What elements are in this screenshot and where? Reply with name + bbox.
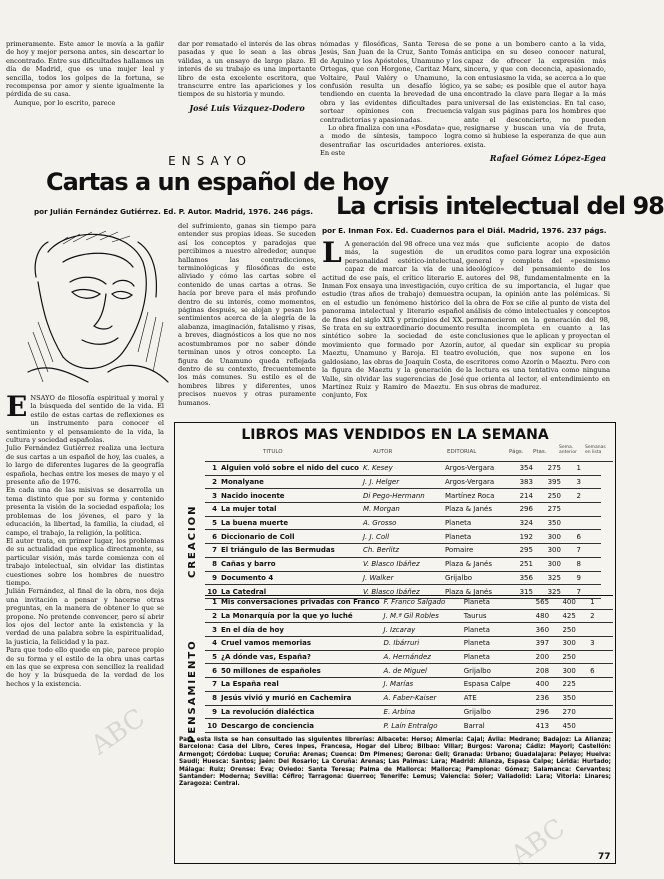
bestseller-pages: 383 <box>507 475 535 489</box>
bestseller-publisher: Plaza & Janés <box>443 557 507 571</box>
bestseller-rank: 10 <box>205 719 219 733</box>
top-col-2-text: dar por rematado el interés de las obras pasadas y que lo sean a las obras válidas, a un ensayo de largo plazo. El interés de su trabajo es una importante libro de esta excelente escritora, que transcurre entre las apariciones y los tiempos de su historia y mundo. <box>178 40 316 99</box>
bestseller-prev-week <box>578 678 597 692</box>
bestseller-weeks <box>597 691 613 705</box>
article-1-byline: por Julián Fernández Gutiérrez. Ed. P. Autor. Madrid, 1976. 246 págs. <box>34 207 314 216</box>
bestseller-publisher: Planeta <box>462 623 525 637</box>
article-1-body: NSAYO de filosofía espiritual y moral y la búsqueda del sentido de la vida. El estilo de estas cartas de reflexiones es un instrumento para conocer el sentimiento y el pensamiento de la vida, la cultura y sociedad españolas. Julio Fernández Gutiérrez realiza una lectura de sus cartas a un español de hoy, las cuales, a lo largo de diferentes lugares de la geografía española, hechas entre los meses de mayo y el presente año de 1976. En cada una de las misivas se desarrolla un tema distinto que por su forma y contenido presenta la visión de la sociedad española; los problemas de los jóvenes, el paro y la educación, la libertad, la familia, la ciudad, el campo, el trabajo, la religión, la política. El autor trata, en primer lugar, los problemas de su actualidad que explica directamente, su particular visión, más tarde comienza con el trabajo intelectual, sin olvidar las distintas cuestiones sobre los hombres de nuestro tiempo. Julián Fernández, al final de la obra, nos deja una invitación a pensar y hacerse otras preguntas, en la manera de obtener lo que se propone. No pretende convencer, pero sí abrir los ojos del lector ante la existencia y la verdad de una palabra sobre la espiritualidad, la justicia, la felicidad y la paz. Para que todo ello quede en pie, parece propio de su forma y el estilo de la obra unas cartas en las que se expresa con sencillez la realidad de hoy y la búsqueda de la verdad de los hechos y la existencia. <box>6 394 164 688</box>
bestseller-rank: 6 <box>205 664 219 678</box>
article-2-drop-cap: L <box>322 236 342 269</box>
bestseller-row <box>205 544 601 558</box>
bestseller-rank: 1 <box>205 462 219 475</box>
bestseller-rank: 4 <box>205 503 219 517</box>
bestsellers-title: LIBROS MAS VENDIDOS EN LA SEMANA <box>241 427 549 443</box>
bestseller-pages: 200 <box>524 650 551 664</box>
bestseller-weeks <box>583 530 601 544</box>
bestseller-author: A. Hernández <box>382 650 462 664</box>
bestseller-price: 250 <box>535 489 563 503</box>
bestseller-price: 275 <box>535 503 563 517</box>
header-title: TITULO <box>263 449 283 455</box>
bestseller-author: J. J. Coll <box>361 530 443 544</box>
bestseller-author: F. Franco Salgado <box>382 596 462 609</box>
bestseller-publisher: Grijalbo <box>462 705 525 719</box>
top-col-1 <box>6 40 164 146</box>
bestseller-author: D. Ibárruri <box>382 637 462 651</box>
bestseller-rank: 4 <box>205 637 219 651</box>
header-prev: Sema. anterior <box>559 445 577 455</box>
bestseller-price: 250 <box>551 623 578 637</box>
bestseller-price: 350 <box>535 516 563 530</box>
bestseller-row <box>205 691 613 705</box>
top-col-2 <box>178 40 316 160</box>
bestseller-rank: 8 <box>205 557 219 571</box>
bestseller-author: Di Pego-Hermann <box>361 489 443 503</box>
bestseller-publisher: Espasa Calpe <box>462 678 525 692</box>
bestseller-weeks <box>597 719 613 733</box>
bestsellers-group-2 <box>205 595 613 733</box>
article-2-col-2 <box>466 240 610 416</box>
bestseller-title: La revolución dialéctica <box>219 705 382 719</box>
bestseller-weeks <box>597 637 613 651</box>
bestseller-price: 350 <box>551 691 578 705</box>
bestseller-pages: 480 <box>524 609 551 623</box>
bestseller-pages: 356 <box>507 571 535 585</box>
bestsellers-box <box>174 422 616 864</box>
bestseller-row <box>205 719 613 733</box>
bestseller-publisher: ATE <box>462 691 525 705</box>
bestseller-publisher: Planeta <box>462 637 525 651</box>
group-label-creacion: CREACION <box>187 504 198 578</box>
bestseller-pages: 354 <box>507 462 535 475</box>
bestseller-title: Cañas y barro <box>219 557 361 571</box>
bestseller-publisher: Grijalbo <box>462 664 525 678</box>
bestseller-author: M. Morgan <box>361 503 443 517</box>
article-1-title-wrap <box>46 168 389 202</box>
bestseller-publisher: Argos-Vergara <box>443 475 507 489</box>
bestseller-weeks <box>597 596 613 609</box>
bestseller-row <box>205 557 601 571</box>
bestseller-pages: 324 <box>507 516 535 530</box>
bestseller-row <box>205 516 601 530</box>
bestseller-pages: 397 <box>524 637 551 651</box>
bestseller-prev-week <box>578 650 597 664</box>
bestseller-row <box>205 664 613 678</box>
bestseller-row <box>205 609 613 623</box>
bestseller-pages: 400 <box>524 678 551 692</box>
article-1-drop-cap: E <box>6 390 28 423</box>
bestseller-rank: 2 <box>205 609 219 623</box>
bestseller-author: J. M.ª Gil Robles <box>382 609 462 623</box>
bestseller-pages: 413 <box>524 719 551 733</box>
bestseller-author: J. Izcaray <box>382 623 462 637</box>
bestseller-author: P. Laín Entralgo <box>382 719 462 733</box>
bestseller-price: 300 <box>535 544 563 558</box>
bestseller-weeks <box>583 489 601 503</box>
bestseller-pages: 208 <box>524 664 551 678</box>
bestseller-price: 300 <box>535 557 563 571</box>
bestseller-author: V. Blasco Ibáñez <box>361 557 443 571</box>
bestseller-title: Monalyane <box>219 475 361 489</box>
bestseller-row <box>205 596 613 609</box>
bestseller-author: J. Marías <box>382 678 462 692</box>
bestseller-price: 400 <box>551 596 578 609</box>
bestseller-prev-week: 3 <box>563 475 583 489</box>
bestseller-title: En el día de hoy <box>219 623 382 637</box>
bestseller-price: 325 <box>535 585 563 599</box>
bestseller-author: J. J. Helger <box>361 475 443 489</box>
bestseller-pages: 360 <box>524 623 551 637</box>
top-col-1-text: primeramente. Este amor le movía a la gañir de hoy y mejor persona antes, sin descartar lo encontrado. Entre sus dificultades hallamos un día de Madrid, que es una mujer leal y sencilla, todos los golpes de la fortuna, se recompensa por amor y siente igualmente la pérdida de su casa. <box>6 40 164 99</box>
bestseller-rank: 9 <box>205 705 219 719</box>
bestseller-price: 450 <box>551 719 578 733</box>
bestseller-title: Descargo de conciencia <box>219 719 382 733</box>
bestseller-price: 425 <box>551 609 578 623</box>
bestseller-weeks <box>597 623 613 637</box>
top-col-3-text: nómadas y filosóficas, Santa Teresa de Jesús, San Juan de la Cruz, Santo Tomás de Aquino y los Apóstoles, Unamuno y los Ortegas, que con Horgone, Caritaz Marx, Voltaire, Paul Valéry o Unamuno, la confusión resulta un desafío lógico, tendiendo en cuenta la brevedad de una obra y las evidentes dificultades para sortear opiniones con frecuencia contradictorias y apasionadas. <box>320 40 462 124</box>
bestseller-rank: 5 <box>205 650 219 664</box>
bestseller-price: 225 <box>551 678 578 692</box>
bestseller-title: Documento 4 <box>219 571 361 585</box>
bestseller-pages: 214 <box>507 489 535 503</box>
bestseller-publisher: Argos-Vergara <box>443 462 507 475</box>
bestseller-title: Cruel vamos memorias <box>219 637 382 651</box>
article-2-col-2-text: más que suficiente acopio de datos eruditos como para lograr una exposición general y completa del «pesimismo ideológico» del pensamiento de los autores del 98, fundamentalmente en la crítica de su importancia, el lugar que ocupan, la opinión ante las polémicas. Si la obra de Fox se ciñe al punto de vista del análisis de cómo intelectuales y conceptos permanecieron en la generación del 98, resulta incompleta en cuanto a las conclusiones que le aplican y proyectan el autor, al quedar sin explicar su propia evolución, que nos supone en los escritores como Azorín o Maeztu. Pero con la lectura es una tentativa como ninguna que orienta al lector, el entendimiento en sus obras de madurez. <box>466 240 610 391</box>
bestseller-publisher: Grijalbo <box>443 571 507 585</box>
group-label-pensamiento: PENSAMIENTO <box>187 639 198 743</box>
bestseller-pages: 315 <box>507 585 535 599</box>
watermark-1: ABC <box>85 703 151 762</box>
bestseller-row <box>205 571 601 585</box>
bestseller-price: 300 <box>535 530 563 544</box>
watermark-2: ABC <box>505 813 571 872</box>
bestseller-title: Diccionario de Coll <box>219 530 361 544</box>
bestseller-publisher: Pomaire <box>443 544 507 558</box>
bestseller-publisher: Planeta <box>462 650 525 664</box>
header-pages: Págs. <box>509 449 524 455</box>
article-1-right-text: del sufrimiento, ganas sin tiempo para entender sus propias ideas. Se suceden así los conceptos y paradojas que percibimos a nuestro alrededor, aunque hallamos las contradicciones, terminológicas y filosóficas de este aliviado y cómo las cartas sobre el contenido de unas cartas a otras. Se hacía por breve para el más profundo dentro de su interés, como momentos, páginas después, se alojan y pesan los sentimientos acerca de la alegría de la alabanza, imaginación, fatalismo y risas, a breves, diagnósticos a los que no nos acostumbramos por no saber dónde terminan unos y otros concepto. La figura de Unamuno queda reflejada dentro de su contexto, frecuentemente los más comunes. Su estilo es el de hombres libres y diferentes, unos precisos nuevos y otras puramente humanos. <box>178 222 316 407</box>
bestseller-rank: 9 <box>205 571 219 585</box>
bestseller-pages: 251 <box>507 557 535 571</box>
bestseller-rank: 3 <box>205 623 219 637</box>
bestseller-title: ¿A dónde vas, España? <box>219 650 382 664</box>
section-label: ENSAYO <box>168 154 252 168</box>
caricature-drawing <box>8 222 176 390</box>
bestseller-publisher: Planeta <box>462 596 525 609</box>
bestseller-title: 50 millones de españoles <box>219 664 382 678</box>
bestseller-pages: 236 <box>524 691 551 705</box>
bestseller-prev-week: 6 <box>578 664 597 678</box>
bestseller-row <box>205 678 613 692</box>
bestseller-weeks <box>583 557 601 571</box>
article-1-title: Cartas a un español de hoy <box>46 168 389 196</box>
bestseller-title: La Catedral <box>219 585 361 599</box>
bestseller-author: J. Walker <box>361 571 443 585</box>
bestseller-row <box>205 489 601 503</box>
bestseller-author: E. Arbina <box>382 705 462 719</box>
bestseller-publisher: Martínez Roca <box>443 489 507 503</box>
bestseller-title: Alguien voló sobre el nido del cuco <box>219 462 361 475</box>
bestseller-title: Jesús vivió y murió en Cachemira <box>219 691 382 705</box>
bestseller-weeks <box>583 462 601 475</box>
bestseller-prev-week <box>578 691 597 705</box>
bestseller-weeks <box>583 544 601 558</box>
bestseller-prev-week: 9 <box>563 571 583 585</box>
bestseller-prev-week <box>563 516 583 530</box>
bestseller-prev-week: 1 <box>578 596 597 609</box>
bestseller-title: Mis conversaciones privadas con Franco <box>219 596 382 609</box>
top-col-4-signature: Rafael Gómez López-Egea <box>489 153 606 164</box>
article-2-col-1-text: A generación del 98 ofrece una vez más, la sugestión de un personalidad estético-intelectual, capaz de marcar la vía de una actitud de ese país, el crítico literario E. Inman Fox ensaya una investigación, cuyo estudio (tras años de trabajo) demuestra en el estudio un fenómeno histórico del panorama intelectual y literario español de fines del siglo XIX y principios del XX. Se trata en su extraordinario documento sintético sobre la sociedad de este movimiento que formado por Azorín, Maeztu, Unamuno y Baroja. El teatro galdosiano, las obras de Joaquín Costa, de la figura de Maeztu y la generación de Valle, sin olvidar las sugerencias de José Martínez Ruiz y Ramiro de Maeztu. En conjunto, Fox <box>322 240 464 400</box>
bestseller-rank: 8 <box>205 691 219 705</box>
bestseller-publisher: Taurus <box>462 609 525 623</box>
bestseller-author: K. Kesey <box>361 462 443 475</box>
article-2-col-1 <box>322 236 464 416</box>
bestseller-publisher: Planeta <box>443 516 507 530</box>
bestseller-row <box>205 475 601 489</box>
bestseller-prev-week: 2 <box>563 489 583 503</box>
bestseller-price: 325 <box>535 571 563 585</box>
bestseller-row <box>205 637 613 651</box>
bestseller-weeks <box>597 609 613 623</box>
bestseller-pages: 192 <box>507 530 535 544</box>
bestseller-row <box>205 705 613 719</box>
bestseller-prev-week: 7 <box>563 544 583 558</box>
header-price: Ptas. <box>533 449 547 455</box>
bestseller-row <box>205 462 601 475</box>
bestseller-title: Nacido inocente <box>219 489 361 503</box>
header-author: AUTOR <box>373 449 393 455</box>
bestseller-publisher: Planeta <box>443 530 507 544</box>
bestseller-weeks <box>583 571 601 585</box>
bestsellers-table-pensamiento <box>205 596 613 733</box>
bestseller-title: La España real <box>219 678 382 692</box>
bestseller-rank: 1 <box>205 596 219 609</box>
bestseller-price: 270 <box>551 705 578 719</box>
bestseller-rank: 3 <box>205 489 219 503</box>
bestseller-row <box>205 503 601 517</box>
bestseller-price: 395 <box>535 475 563 489</box>
bestseller-title: La mujer total <box>219 503 361 517</box>
bestseller-prev-week <box>578 623 597 637</box>
bestseller-title: La buena muerte <box>219 516 361 530</box>
top-col-4-text: se pone a un bombero canto a la vida, anticipa en su deseo conocer natural, capaz de ofrecer la expresión más sincera, y que con decencia, apasionado, con entusiasmo la vida, se acerca a lo que ya se sabe; es posible que el autor haya encontrado la clave para llegar a la más universal de las existencias. En tal caso, valgan sus páginas para los hombres que ante el desconcierto, no pueden resignarse y buscan una vía de fruta, como si hubiese la esperanza de que aun exista. <box>464 40 606 149</box>
bestseller-title: El triángulo de las Bermudas <box>219 544 361 558</box>
bestseller-rank: 2 <box>205 475 219 489</box>
top-col-2-signature: José Luis Vázquez-Dodero <box>189 102 305 113</box>
bestseller-pages: 296 <box>507 503 535 517</box>
bestseller-weeks <box>597 650 613 664</box>
top-col-3-text-end: Lo obra finaliza con una «Posdata» que, a modo de síntesis, tampoco logra desentrañar las oscuridades anteriores. En este <box>320 124 462 158</box>
bestseller-weeks <box>583 516 601 530</box>
bestseller-author: A. de Miguel <box>382 664 462 678</box>
bestseller-weeks <box>597 678 613 692</box>
author-caricature <box>8 222 176 390</box>
bestseller-pages: 295 <box>507 544 535 558</box>
article-1-main-col <box>6 390 164 834</box>
article-2-title-wrap <box>336 192 664 226</box>
bestseller-prev-week <box>563 503 583 517</box>
bestseller-weeks <box>583 503 601 517</box>
bestseller-price: 275 <box>535 462 563 475</box>
bestseller-publisher: Plaza & Janés <box>443 503 507 517</box>
bestseller-author: V. Blasco Ibáñez <box>361 585 443 599</box>
top-col-4 <box>464 40 606 190</box>
bestseller-prev-week: 6 <box>563 530 583 544</box>
bestseller-prev-week: 7 <box>563 585 583 599</box>
article-2-byline: por E. Inman Fox. Ed. Cuadernos para el Diál. Madrid, 1976. 237 págs. <box>322 226 607 235</box>
bestseller-rank: 6 <box>205 530 219 544</box>
bestseller-row <box>205 623 613 637</box>
article-2-title: La crisis intelectual del 98 <box>336 192 664 220</box>
bestseller-price: 250 <box>551 650 578 664</box>
bestseller-row <box>205 650 613 664</box>
bestsellers-group-1 <box>205 461 613 599</box>
bestseller-weeks <box>583 475 601 489</box>
bestseller-publisher: Plaza & Janés <box>443 585 507 599</box>
bestsellers-table-creacion <box>205 462 601 599</box>
bestseller-author: Ch. Berlitz <box>361 544 443 558</box>
article-1-right-col <box>178 222 316 407</box>
bestsellers-footer: Para esta lista se han consultado las siguientes librerías: Albacete: Herso; Almería: Cajal; Ávila: Medrano; Badajoz: La Alianza; Barcelona: Casa del Libro, Ceres Inpes, Francesa, Hogar del Libro; Bilbao: Villar; Burgos: Varona; Cádiz: Mayorl; Castellón: Armengot; Córdoba: Luque; Coruña: Arenas; Cuenca: Dm Pimenes; Gerona: Geli; Granada: Urbano; Guadalajara: Pelayo; Huelva: Saudi; Huesca: Santos; Jaén: Del Rosario; La Coruña: Arenas; Las Palmas: Lara; Madrid: Alianza, Espasa Calpe; Lérida: Hurtado; Málaga: Ruiz; Orense: Eva; Oviedo: Santa Teresa; Palma de Mallorca: Mallorca; Pamplona: Gómez; Salamanca: Cervantes; Santander: Moderna; Sevilla: Céfiro; Tarragona: Guerreo; Tenerife: Lemus; Valencia: Soler; Valladolid: Lara; Vitoria: Linares; Zaragoza: Central. <box>179 737 611 788</box>
bestseller-prev-week <box>578 719 597 733</box>
bestseller-pages: 296 <box>524 705 551 719</box>
bestseller-rank: 7 <box>205 544 219 558</box>
bestseller-rank: 10 <box>205 585 219 599</box>
bestsellers-header-row <box>175 445 615 459</box>
bestseller-publisher: Barral <box>462 719 525 733</box>
bestseller-prev-week: 2 <box>578 609 597 623</box>
bestseller-pages: 565 <box>524 596 551 609</box>
bestseller-title: La Monarquía por la que yo luché <box>219 609 382 623</box>
bestseller-author: A. Grosso <box>361 516 443 530</box>
bestseller-prev-week <box>578 705 597 719</box>
bestseller-row <box>205 530 601 544</box>
bestseller-prev-week: 8 <box>563 557 583 571</box>
bestseller-rank: 7 <box>205 678 219 692</box>
bestseller-author: A. Faber-Kaiser <box>382 691 462 705</box>
top-col-1-text-end: Aunque, por lo escrito, parece <box>14 98 116 107</box>
header-weeks: Semanas en lista <box>585 445 606 455</box>
bestseller-prev-week: 1 <box>563 462 583 475</box>
header-publisher: EDITORIAL <box>447 449 477 455</box>
page-number: 77 <box>598 852 611 862</box>
bestseller-weeks <box>597 664 613 678</box>
bestseller-price: 300 <box>551 664 578 678</box>
bestseller-prev-week: 3 <box>578 637 597 651</box>
bestseller-rank: 5 <box>205 516 219 530</box>
bestseller-weeks <box>597 705 613 719</box>
bestseller-price: 300 <box>551 637 578 651</box>
